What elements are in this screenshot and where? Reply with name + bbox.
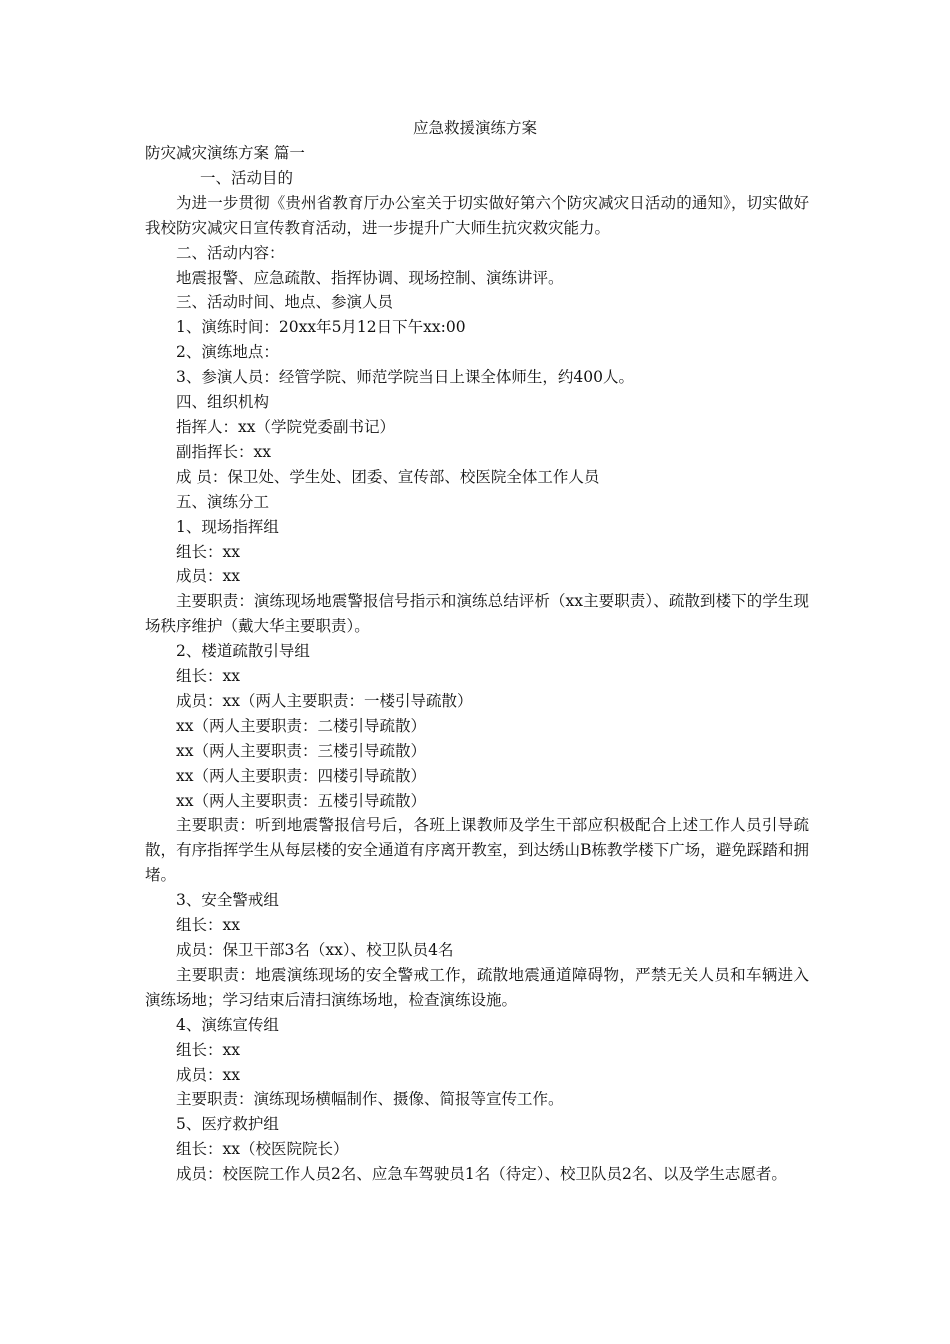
document-paragraph: 主要职责：演练现场横幅制作、摄像、简报等宣传工作。 xyxy=(176,1090,564,1109)
document-paragraph: 组长：xx xyxy=(176,1040,240,1059)
document-paragraph: 成员：校医院工作人员2名、应急车驾驶员1名（待定）、校卫队员2名、以及学生志愿者。 xyxy=(176,1165,787,1184)
document-paragraph: 为进一步贯彻《贵州省教育厅办公室关于切实做好第六个防灾减灾日活动的通知》，切实做好我校防灾减灾日宣传教育活动，进一步提升广大师生抗灾救灾能力。 xyxy=(145,193,809,237)
document-paragraph: 地震报警、应急疏散、指挥协调、现场控制、演练讲评。 xyxy=(176,268,564,287)
document-paragraph: 成员：保卫干部3名（xx）、校卫队员4名 xyxy=(176,941,454,959)
document-paragraph: 组长：xx xyxy=(176,667,240,686)
document-paragraph: 组长：xx xyxy=(176,542,240,561)
document-title: 应急救援演练方案 xyxy=(412,119,537,137)
document-paragraph: 4、演练宣传组 xyxy=(176,1015,279,1034)
document-paragraph: 一、活动目的 xyxy=(200,168,294,187)
document-paragraph: 主要职责：听到地震警报信号后，各班上课教师及学生干部应积极配合上述工作人员引导疏散，有序指挥学生从每层楼的安全通道有序离开教室，到达绣山B栋教学楼下广场，避免踩踏和拥堵。 xyxy=(145,816,809,885)
document-paragraph: 成 员：保卫处、学生处、团委、宣传部、校医院全体工作人员 xyxy=(176,467,600,486)
document-paragraph: 指挥人：xx（学院党委副书记） xyxy=(176,417,395,436)
document-paragraph: 2、演练地点： xyxy=(176,343,279,362)
document-body xyxy=(145,141,809,1187)
document-paragraph: 5、医疗救护组 xyxy=(176,1115,279,1134)
document-paragraph: xx（两人主要职责：三楼引导疏散） xyxy=(176,741,426,760)
document-paragraph: 二、活动内容： xyxy=(176,243,285,262)
document-paragraph: 主要职责：演练现场地震警报信号指示和演练总结评析（xx主要职责）、疏散到楼下的学生现场秩序维护（戴大华主要职责）。 xyxy=(145,592,809,636)
document-paragraph: 成员：xx xyxy=(176,567,240,586)
document-paragraph: 四、组织机构 xyxy=(176,393,270,412)
document-paragraph: xx（两人主要职责：二楼引导疏散） xyxy=(176,716,426,735)
document-paragraph: 成员：xx xyxy=(176,1065,240,1084)
document-paragraph: 防灾减灾演练方案 篇一 xyxy=(145,144,305,162)
document-paragraph: 副指挥长：xx xyxy=(176,442,271,461)
document-paragraph: 主要职责：地震演练现场的安全警戒工作，疏散地震通道障碍物，严禁无关人员和车辆进入演练场地；学习结束后清扫演练场地，检查演练设施。 xyxy=(145,965,809,1009)
document-paragraph: xx（两人主要职责：四楼引导疏散） xyxy=(176,766,426,785)
document-paragraph: 2、楼道疏散引导组 xyxy=(176,642,310,661)
document-paragraph: 五、演练分工 xyxy=(176,492,270,511)
document-paragraph: 组长：xx xyxy=(176,916,240,935)
document-paragraph: 1、现场指挥组 xyxy=(176,517,279,536)
document-paragraph: xx（两人主要职责：五楼引导疏散） xyxy=(176,791,426,810)
document-paragraph: 3、安全警戒组 xyxy=(176,891,279,910)
document-paragraph: 三、活动时间、地点、参演人员 xyxy=(176,293,394,312)
document-paragraph: 3、参演人员：经管学院、师范学院当日上课全体师生，约400人。 xyxy=(176,368,634,387)
document-paragraph: 1、演练时间：20xx年5月12日下午xx:00 xyxy=(176,318,466,337)
document-paragraph: 成员：xx（两人主要职责：一楼引导疏散） xyxy=(176,691,473,710)
document-paragraph: 组长：xx（校医院院长） xyxy=(176,1140,349,1159)
